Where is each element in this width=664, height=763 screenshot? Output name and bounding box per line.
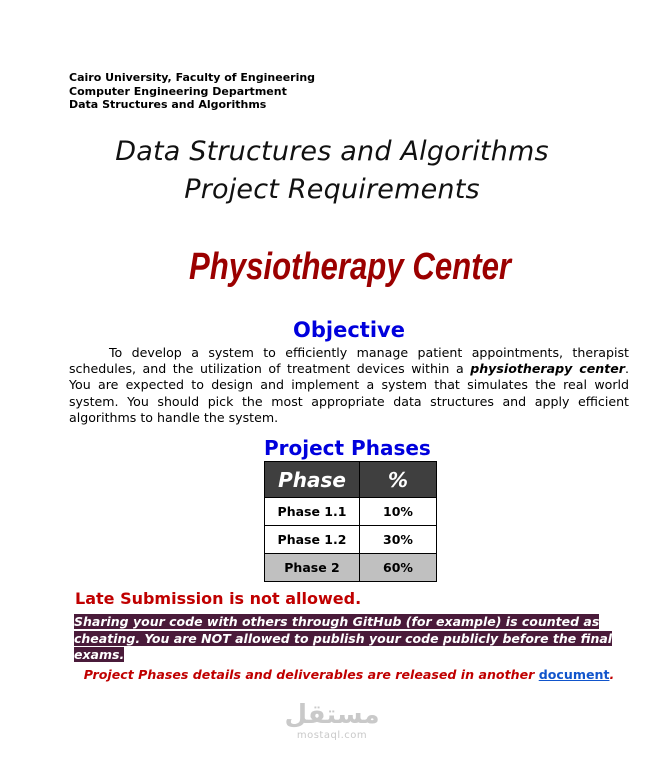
percent-cell: 30% (360, 526, 437, 554)
objective-text-part1: To develop a system to efficiently manage patient appointments, therapist schedules, and the utilization of treatment devices within a (69, 345, 629, 377)
document-title (0, 133, 664, 209)
watermark-arabic-logo: مستقل (284, 700, 380, 730)
table-row (265, 498, 437, 526)
document-link[interactable]: document (538, 667, 610, 682)
cheating-warning (74, 614, 634, 664)
project-name: Physiotherapy Center (188, 246, 512, 288)
late-submission-notice: Late Submission is not allowed. (75, 589, 362, 608)
header-department: Computer Engineering Department (69, 84, 287, 98)
objective-text-emphasis: physiotherapy center (470, 361, 625, 377)
objective-heading: Objective (293, 318, 405, 342)
title-line-course: Data Structures and Algorithms (115, 136, 549, 167)
release-notice-text: Project Phases details and deliverables are released in another (83, 667, 539, 682)
phases-column-phase: Phase (265, 462, 360, 498)
phase-cell: Phase 1.2 (265, 526, 360, 554)
phases-table (264, 461, 437, 582)
title-line-requirements: Project Requirements (184, 174, 480, 205)
cheating-warning-text: Sharing your code with others through GitHub (for example) is counted as cheating. You are NOT allowed to publish your code publicly before the final exams. (74, 614, 613, 662)
release-notice-suffix: . (609, 667, 615, 682)
table-row (265, 554, 437, 582)
release-notice (0, 667, 664, 682)
university-header (69, 71, 315, 112)
percent-cell: 10% (360, 498, 437, 526)
phases-column-percent: % (360, 462, 437, 498)
watermark-latin-text: mostaql.com (296, 730, 368, 741)
percent-cell: 60% (360, 554, 437, 582)
header-faculty: Cairo University, Faculty of Engineering (69, 71, 316, 84)
header-course: Data Structures and Algorithms (69, 98, 267, 111)
objective-paragraph (69, 345, 629, 426)
phase-cell: Phase 1.1 (265, 498, 360, 526)
table-row (265, 526, 437, 554)
phases-heading: Project Phases (264, 436, 431, 460)
phase-cell: Phase 2 (265, 554, 360, 582)
mostaql-watermark (282, 700, 382, 742)
phases-table-header-row (265, 462, 437, 498)
objective-text-part2: . You are expected to design and implement a system that simulates the real world system. You should pick the most appropriate data structures and apply efficient algorithms to handle the system. (69, 361, 629, 425)
